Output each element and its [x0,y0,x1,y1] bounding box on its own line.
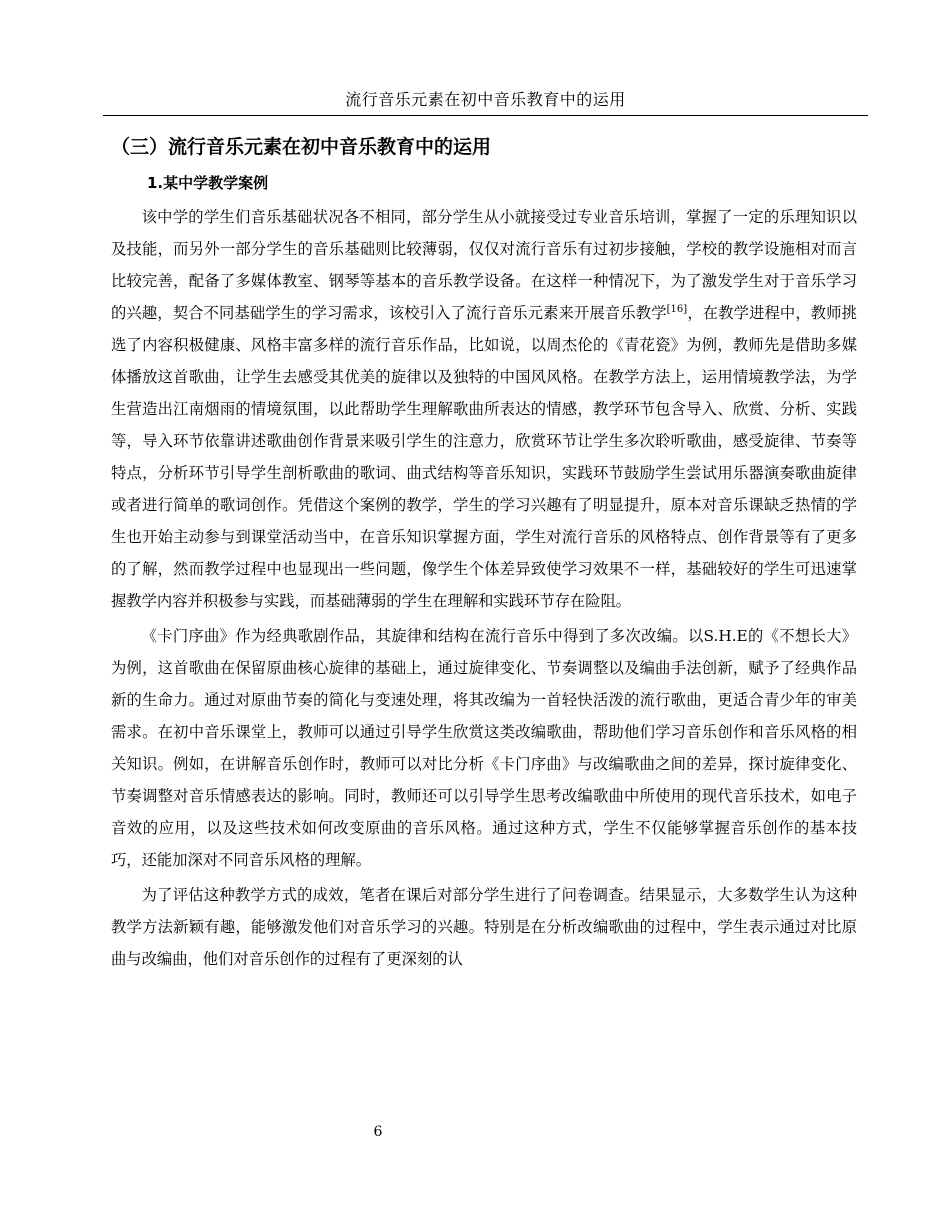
section-heading: （三）流行音乐元素在初中音乐教育中的运用 [111,136,492,158]
paragraph-1-text-a: 该中学的学生们音乐基础状况各不相同，部分学生从小就接受过专业音乐培训，掌握了一定的乐理知识以及技能，而另外一部分学生的音乐基础则比较薄弱，仅仅对流行音乐有过初步接触，学校的教学设施相对而言比较完善，配备了多媒体教室、钢琴等基本的音乐教学设备。在这样一种情况下，为了激发学生对于音乐学习的兴趣，契合不同基础学生的学习需求，该校引入了流行音乐元素来开展音乐教学 [111,208,857,322]
paragraph-2: 《卡门序曲》作为经典歌剧作品，其旋律和结构在流行音乐中得到了多次改编。以S.H.E的《不想长大》为例，这首歌曲在保留原曲核心旋律的基础上，通过旋律变化、节奏调整以及编曲手法创新，赋予了经典作品新的生命力。通过对原曲节奏的简化与变速处理，将其改编为一首轻快活泼的流行歌曲，更适合青少年的审美需求。在初中音乐课堂上，教师可以通过引导学生欣赏这类改编歌曲，帮助他们学习音乐创作和音乐风格的相关知识。例如，在讲解音乐创作时，教师可以对比分析《卡门序曲》与改编歌曲之间的差异，探讨旋律变化、节奏调整对音乐情感表达的影响。同时，教师还可以引导学生思考改编歌曲中所使用的现代音乐技术，如电子音效的应用，以及这些技术如何改变原曲的音乐风格。通过这种方式，学生不仅能够掌握音乐创作的基本技巧，还能加深对不同音乐风格的理解。 [111,627,857,869]
sub-heading: 1.某中学教学案例 [147,174,269,192]
body-text [111,201,857,978]
header-rule [103,115,868,116]
page-number-text: 6 [373,1124,383,1140]
paragraph-1-text-b: ，在教学进程中，教师挑选了内容积极健康、风格丰富多样的流行音乐作品，比如说，以周杰伦的《青花瓷》为例，教师先是借助多媒体播放这首歌曲，让学生去感受其优美的旋律以及独特的中国风风格。在教学方法上，运用情境教学法，为学生营造出江南烟雨的情境氛围，以此帮助学生理解歌曲所表达的情感，教学环节包含导入、欣赏、分析、实践等，导入环节依靠讲述歌曲创作背景来吸引学生的注意力，欣赏环节让学生多次聆听歌曲，感受旋律、节奏等特点，分析环节引导学生剖析歌曲的歌词、曲式结构等音乐知识，实践环节鼓励学生尝试用乐器演奏歌曲旋律或者进行简单的歌词创作。凭借这个案例的教学，学生的学习兴趣有了明显提升，原本对音乐课缺乏热情的学生也开始主动参与到课堂活动当中，在音乐知识掌握方面，学生对流行音乐的风格特点、创作背景等有了更多的了解，然而教学过程中也显现出一些问题，像学生个体差异致使学习效果不一样，基础较好的学生可迅速掌握教学内容并积极参与实践，而基础薄弱的学生在理解和实践环节存在险阻。 [111,304,857,610]
page-number [0,1122,950,1142]
paragraph-1 [111,201,857,617]
running-header: 流行音乐元素在初中音乐教育中的运用 [345,90,626,109]
paragraph-3: 为了评估这种教学方式的成效，笔者在课后对部分学生进行了问卷调查。结果显示，大多数学生认为这种教学方法新颖有趣，能够激发他们对音乐学习的兴趣。特别是在分析改编歌曲的过程中，学生表示通过对比原曲与改编曲，他们对音乐创作的过程有了更深刻的认 [111,886,857,968]
citation-ref: [16] [666,304,688,315]
